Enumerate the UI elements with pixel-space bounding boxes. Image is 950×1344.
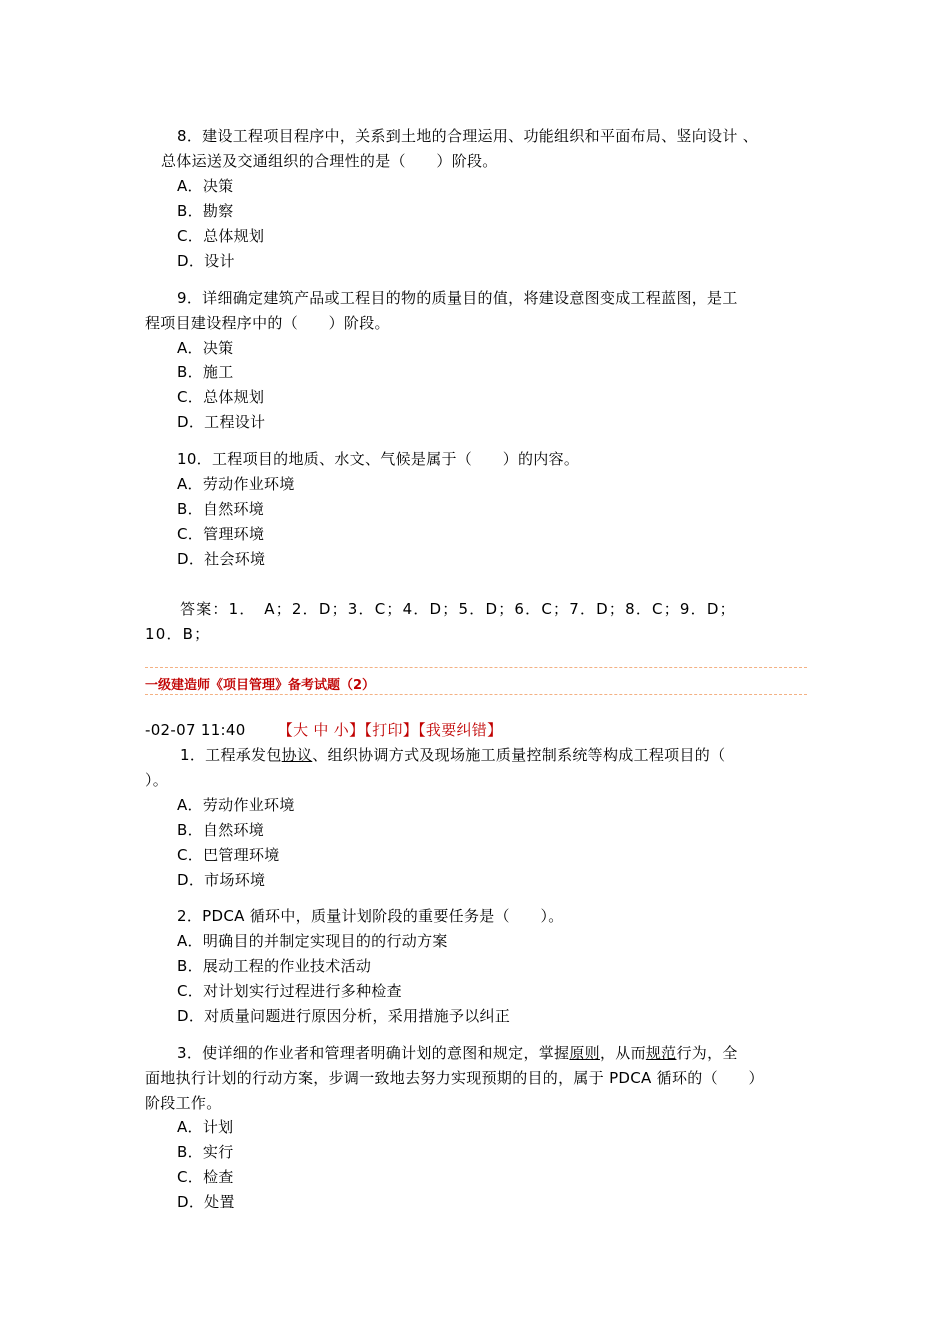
p2-option-b: B．展动工程的作业技术活动 — [177, 957, 372, 975]
p3-line3: 阶段工作。 — [145, 1094, 222, 1112]
p1-text-post: 、组织协调方式及现场施工质量控制系统等构成工程项目的（ — [312, 746, 726, 764]
section-title: 一级建造师《项目管理》备考试题（2） — [145, 678, 376, 693]
p1-option-a: A．劳动作业环境 — [177, 796, 295, 814]
p3-line1 — [177, 1043, 738, 1063]
p1-line2: ）。 — [145, 771, 169, 789]
q9-option-d: D．工程设计 — [177, 413, 266, 431]
p2-option-c: C．对计划实行过程进行多种检查 — [177, 982, 402, 1000]
p3-option-b: B．实行 — [177, 1143, 234, 1161]
p3-option-c: C．检查 — [177, 1168, 234, 1186]
q9-option-a: A．决策 — [177, 339, 234, 357]
p3-underlined-norm[interactable]: 规范 — [645, 1044, 677, 1062]
q8-line1: 8．建设工程项目程序中，关系到土地的合理运用、功能组织和平面布局、竖向设计 、 — [177, 127, 759, 145]
q9-line1: 9．详细确定建筑产品或工程目的物的质量目的值，将建设意图变成工程蓝图，是工 — [177, 289, 738, 307]
answers-line1: 答案：1． A；2．D；3．C；4．D；5．D；6．C；7．D；8．C；9．D； — [180, 600, 736, 618]
divider-top — [145, 667, 807, 668]
p3-option-d: D．处置 — [177, 1193, 235, 1211]
correct-error-link[interactable]: 【我要纠错】 — [418, 721, 503, 739]
p3-underlined-principle[interactable]: 原则 — [569, 1044, 600, 1062]
divider-bottom — [145, 694, 807, 695]
q10-option-a: A．劳动作业环境 — [177, 475, 295, 493]
font-size-links[interactable]: 【大 中 小】 — [277, 721, 365, 739]
post-date: -02-07 11:40 — [145, 721, 246, 739]
q10-option-c: C．管理环境 — [177, 525, 265, 543]
p3-text-mid: ，从而 — [599, 1044, 646, 1062]
p1-option-c: C．巴管理环境 — [177, 846, 280, 864]
q10-option-d: D．社会环境 — [177, 550, 266, 568]
p2-option-d: D．对质量问题进行原因分析，采用措施予以纠正 — [177, 1007, 511, 1025]
q8-option-a: A．决策 — [177, 177, 234, 195]
p3-option-a: A．计划 — [177, 1118, 234, 1136]
q9-line2: 程项目建设程序中的（ ）阶段。 — [145, 314, 390, 332]
p1-option-b: B．自然环境 — [177, 821, 265, 839]
q8-option-d: D．设计 — [177, 252, 235, 270]
q10-option-b: B．自然环境 — [177, 500, 265, 518]
q9-option-b: B．施工 — [177, 363, 234, 381]
p1-option-d: D．市场环境 — [177, 871, 266, 889]
print-link[interactable]: 【打印】 — [364, 721, 419, 739]
q8-option-c: C．总体规划 — [177, 227, 265, 245]
p2-line1: 2．PDCA 循环中，质量计划阶段的重要任务是（ ）。 — [177, 907, 564, 925]
p3-text-pre: 3．使详细的作业者和管理者明确计划的意图和规定，掌握 — [177, 1044, 570, 1062]
p1-line1 — [180, 745, 725, 765]
q9-option-c: C．总体规划 — [177, 388, 265, 406]
p3-line2: 面地执行计划的行动方案，步调一致地去努力实现预期的目的，属于 PDCA 循环的（ ） — [145, 1069, 764, 1087]
q10-line1: 10．工程项目的地质、水文、气候是属于（ ）的内容。 — [177, 450, 580, 468]
q8-line2: 总体运送及交通组织的合理性的是（ ）阶段。 — [161, 152, 498, 170]
p3-text-post: 行为，全 — [676, 1044, 738, 1062]
q8-option-b: B．勘察 — [177, 202, 234, 220]
meta-row — [145, 720, 502, 740]
p1-underlined-term[interactable]: 协议 — [281, 746, 313, 764]
p2-option-a: A．明确目的并制定实现目的的行动方案 — [177, 932, 448, 950]
answers-line2: 10．B； — [145, 625, 211, 643]
p1-text-pre: 1．工程承发包 — [180, 746, 282, 764]
